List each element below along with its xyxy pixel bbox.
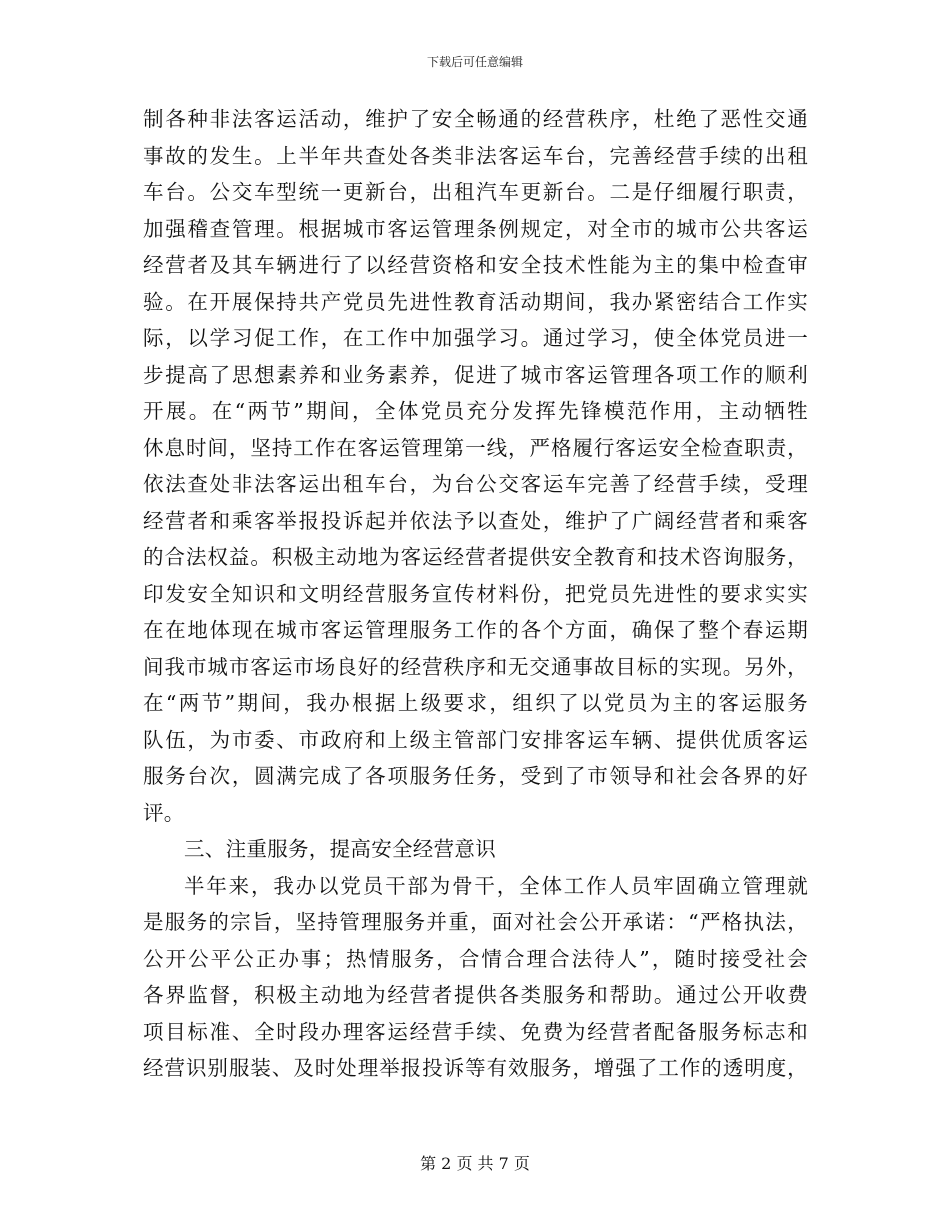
paragraph-line: 步提高了思想素养和业务素养，促进了城市客运管理各项工作的顺利	[143, 362, 808, 387]
section-heading: 三、注重服务，提高安全经营意识	[184, 837, 496, 861]
page-number: 第 2 页 共 7 页	[420, 1154, 530, 1173]
paragraph-line: 各界监督，积极主动地为经营者提供各类服务和帮助。通过公开收费	[143, 983, 808, 1007]
paragraph-line: 制各种非法客运活动，维护了安全畅通的经营秩序，杜绝了恶性交通	[143, 107, 808, 131]
paragraph-line: 开展。在“两节”期间，全体党员充分发挥先锋模范作用，主动牺牲	[143, 399, 808, 423]
paragraph-line: 车台。公交车型统一更新台，出租汽车更新台。二是仔细履行职责，	[143, 180, 808, 204]
paragraph-line: 队伍，为市委、市政府和上级主管部门安排客运车辆、提供优质客运	[143, 727, 808, 752]
paragraph-line: 在在地体现在城市客运管理服务工作的各个方面，确保了整个春运期	[143, 618, 808, 642]
paragraph-line: 依法查处非法客运出租车台，为台公交客运车完善了经营手续，受理	[143, 472, 808, 496]
paragraph-line: 加强稽查管理。根据城市客运管理条例规定，对全市的城市公共客运	[143, 216, 808, 241]
paragraph-line: 半年来，我办以党员干部为骨干，全体工作人员牢固确立管理就	[184, 873, 808, 898]
paragraph-line: 经营识别服装、及时处理举报投诉等有效服务，增强了工作的透明度，	[143, 1056, 808, 1080]
paragraph-line: 经营者及其车辆进行了以经营资格和安全技术性能为主的集中检查审	[143, 253, 808, 277]
paragraph-line: 事故的发生。上半年共查处各类非法客运车台，完善经营手续的出租	[143, 143, 808, 168]
paragraph-line: 服务台次，圆满完成了各项服务任务，受到了市领导和社会各界的好	[143, 764, 808, 788]
paragraph-line: 评。	[143, 800, 185, 825]
page-header-note: 下载后可任意编辑	[426, 55, 523, 69]
paragraph-line: 印发安全知识和文明经营服务宣传材料份，把党员先进性的要求实实	[143, 581, 808, 606]
paragraph-line: 经营者和乘客举报投诉起并依法予以查处，维护了广阔经营者和乘客	[143, 508, 808, 533]
paragraph-line: 休息时间，坚持工作在客运管理第一线，严格履行客运安全检查职责，	[143, 435, 808, 460]
paragraph-line: 的合法权益。积极主动地为客运经营者提供安全教育和技术咨询服务，	[143, 545, 808, 569]
paragraph-line: 是服务的宗旨，坚持管理服务并重，面对社会公开承诺：“严格执法，	[143, 910, 808, 934]
paragraph-line: 公开公平公正办事；热情服务，合情合理合法待人”，随时接受社会	[143, 946, 808, 971]
paragraph-line: 验。在开展保持共产党员先进性教育活动期间，我办紧密结合工作实	[143, 289, 808, 314]
document-body	[143, 101, 808, 1087]
paragraph-line: 间我市城市客运市场良好的经营秩序和无交通事故目标的实现。另外，	[143, 654, 808, 679]
paragraph-line: 项目标准、全时段办理客运经营手续、免费为经营者配备服务标志和	[143, 1019, 808, 1044]
paragraph-line: 际，以学习促工作，在工作中加强学习。通过学习，使全体党员进一	[143, 326, 808, 350]
paragraph-line: 在“两节”期间，我办根据上级要求，组织了以党员为主的客运服务	[143, 691, 808, 715]
